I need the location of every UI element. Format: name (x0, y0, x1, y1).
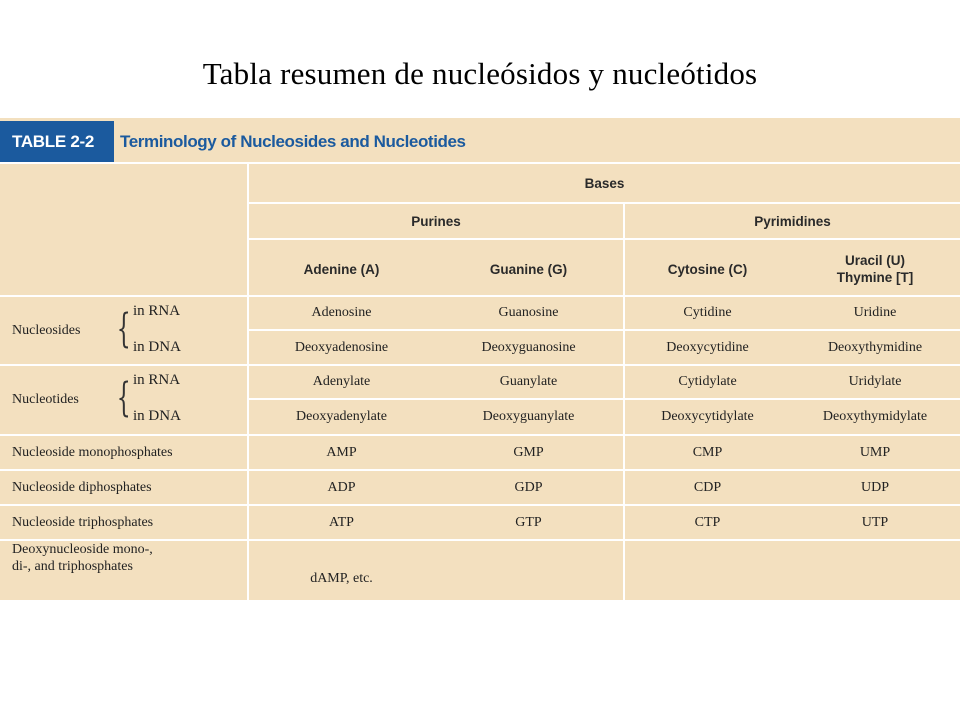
table-cell: UDP (860, 479, 889, 495)
header-uracil-thymine (790, 242, 960, 295)
brace-icon: { (116, 375, 131, 421)
header-guanine: Guanine (G) (489, 262, 568, 277)
row-label-line: di-, and triphosphates (12, 559, 133, 574)
table-cell: Deoxycytidylate (661, 409, 754, 424)
table-cell: Adenylate (312, 374, 371, 389)
terminology-table (0, 118, 960, 600)
header-pyrimidines: Pyrimidines (754, 213, 831, 229)
table-cell: Deoxyguanosine (481, 339, 576, 355)
table-cell: AMP (326, 444, 357, 460)
table-cell: Cytidine (683, 305, 732, 320)
row-label-line: Deoxynucleoside mono-, (12, 542, 153, 557)
table-cell: CDP (693, 479, 722, 495)
row-label-deoxynucleoside (0, 541, 247, 591)
table-cell: Uridylate (848, 374, 902, 389)
table-cell: dAMP, etc. (310, 571, 373, 586)
header-uracil: Uracil (U) (844, 252, 905, 268)
row-label-triphosphates: Nucleoside triphosphates (12, 514, 154, 530)
header-purines: Purines (411, 213, 461, 229)
table-cell: Cytidylate (678, 374, 737, 389)
table-cell: GTP (515, 514, 542, 530)
table-grid (0, 164, 960, 600)
row-label-nucleosides: Nucleosides (12, 322, 81, 338)
table-cell: UTP (861, 514, 889, 530)
sublabel-in-dna: in DNA (133, 408, 181, 424)
header-cytosine: Cytosine (C) (667, 262, 748, 277)
header-adenine: Adenine (A) (303, 262, 380, 277)
table-cell: GMP (513, 444, 544, 460)
sublabel-in-rna: in RNA (133, 372, 181, 388)
table-cell: Uridine (853, 305, 897, 320)
header-thymine: Thymine [T] (836, 269, 914, 285)
table-cell: GDP (514, 479, 543, 495)
slide-title: Tabla resumen de nucleósidos y nucleótidos (202, 56, 758, 91)
row-label-monophosphates: Nucleoside monophosphates (12, 444, 173, 460)
table-cell: Guanosine (498, 305, 559, 320)
brace-icon: { (116, 306, 131, 352)
table-header-bar (0, 118, 960, 162)
header-bases: Bases (584, 175, 625, 191)
table-cell: ADP (327, 479, 356, 495)
table-number-label: TABLE 2-2 (0, 121, 114, 163)
row-label-diphosphates: Nucleoside diphosphates (12, 479, 152, 495)
sublabel-in-rna: in RNA (133, 303, 181, 319)
row-label-nucleotides: Nucleotides (12, 392, 79, 407)
table-cell: Deoxythymidine (827, 339, 923, 355)
table-cell: Deoxyguanylate (482, 409, 575, 424)
table-cell: ATP (329, 514, 354, 530)
table-cell: Adenosine (311, 305, 372, 320)
table-cell: Deoxycytidine (666, 339, 749, 355)
table-cell: Deoxythymidylate (822, 409, 928, 424)
table-title: Terminology of Nucleosides and Nucleotides (120, 132, 466, 151)
table-cell: Deoxyadenylate (296, 409, 387, 424)
table-cell: CTP (694, 514, 721, 530)
row-divider (249, 238, 960, 240)
table-cell: Deoxyadenosine (294, 339, 389, 355)
table-cell: UMP (859, 444, 891, 460)
table-cell: CMP (692, 444, 723, 460)
sublabel-in-dna: in DNA (133, 339, 181, 355)
table-cell: Guanylate (499, 374, 558, 389)
